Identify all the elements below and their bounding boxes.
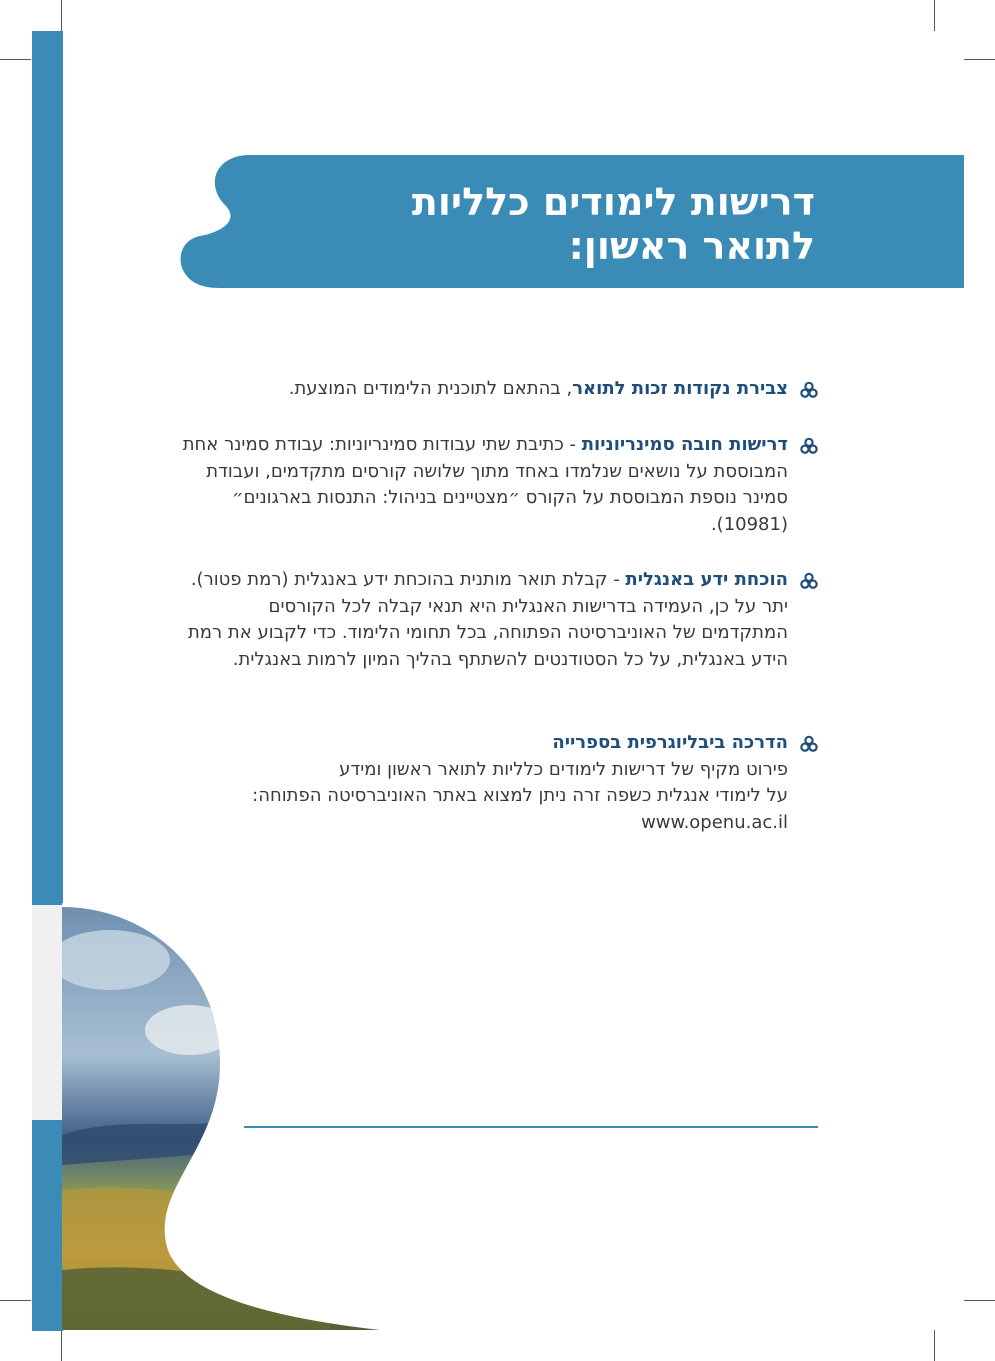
list-item bbox=[180, 376, 820, 403]
list-item-text bbox=[180, 730, 788, 836]
list-item-text bbox=[180, 376, 788, 403]
website-link[interactable]: www.openu.ac.il bbox=[641, 811, 788, 833]
divider-line bbox=[244, 1126, 818, 1128]
list-item-text bbox=[180, 567, 788, 673]
list-item bbox=[180, 730, 820, 836]
trefoil-bullet-icon bbox=[800, 437, 818, 455]
info-line: פירוט מקיף של דרישות לימודים כלליות לתואר ראשון ומידע bbox=[339, 758, 788, 780]
list-item bbox=[180, 432, 820, 538]
info-line: על לימודי אנגלית כשפה זרה ניתן למצוא באתר האוניברסיטה הפתוחה: bbox=[252, 785, 788, 806]
list-item-body: - קבלת תואר מותנית בהוכחת ידע באנגלית (רמת פטור). יתר על כן, העמידה בדרישות האנגלית היא תנאי קבלה לכל הקורסים המתקדמים של האוניברסיטה הפתוחה, בכל תחומי הלימוד. כדי לקבוע את רמת הידע באנגלית, על כל הסטודנטים להשתתף בהליך המיון לרמות באנגלית. bbox=[187, 569, 788, 670]
trefoil-bullet-icon bbox=[800, 572, 818, 590]
list-item-term: צבירת נקודות זכות לתואר bbox=[572, 378, 788, 399]
trefoil-bullet-icon bbox=[800, 735, 818, 753]
list-item-body: , בהתאם לתוכנית הלימודים המוצעת. bbox=[288, 378, 573, 399]
page-title bbox=[255, 180, 815, 268]
list-item bbox=[180, 567, 820, 673]
list-item-body: - כתיבת שתי עבודות סמינריוניות: עבודת סמינר אחת המבוססת על נושאים שנלמדו באחד מתוך שלושה קורסים מתקדמים, ועבודת סמינר נוספת המבוססת על הקורס ״מצטיינים בניהול: התנסות בארגונים״ (10981). bbox=[182, 434, 788, 535]
title-line-2: לתואר ראשון: bbox=[568, 224, 815, 268]
title-line-1: דרישות לימודים כלליות bbox=[411, 180, 815, 224]
list-item-term: הוכחת ידע באנגלית bbox=[625, 569, 788, 590]
trefoil-bullet-icon bbox=[800, 381, 818, 399]
list-item-term: הדרכה ביבליוגרפית בספרייה bbox=[552, 732, 788, 753]
list-item-text bbox=[180, 432, 788, 538]
list-item-term: דרישות חובה סמינריוניות bbox=[581, 434, 788, 455]
